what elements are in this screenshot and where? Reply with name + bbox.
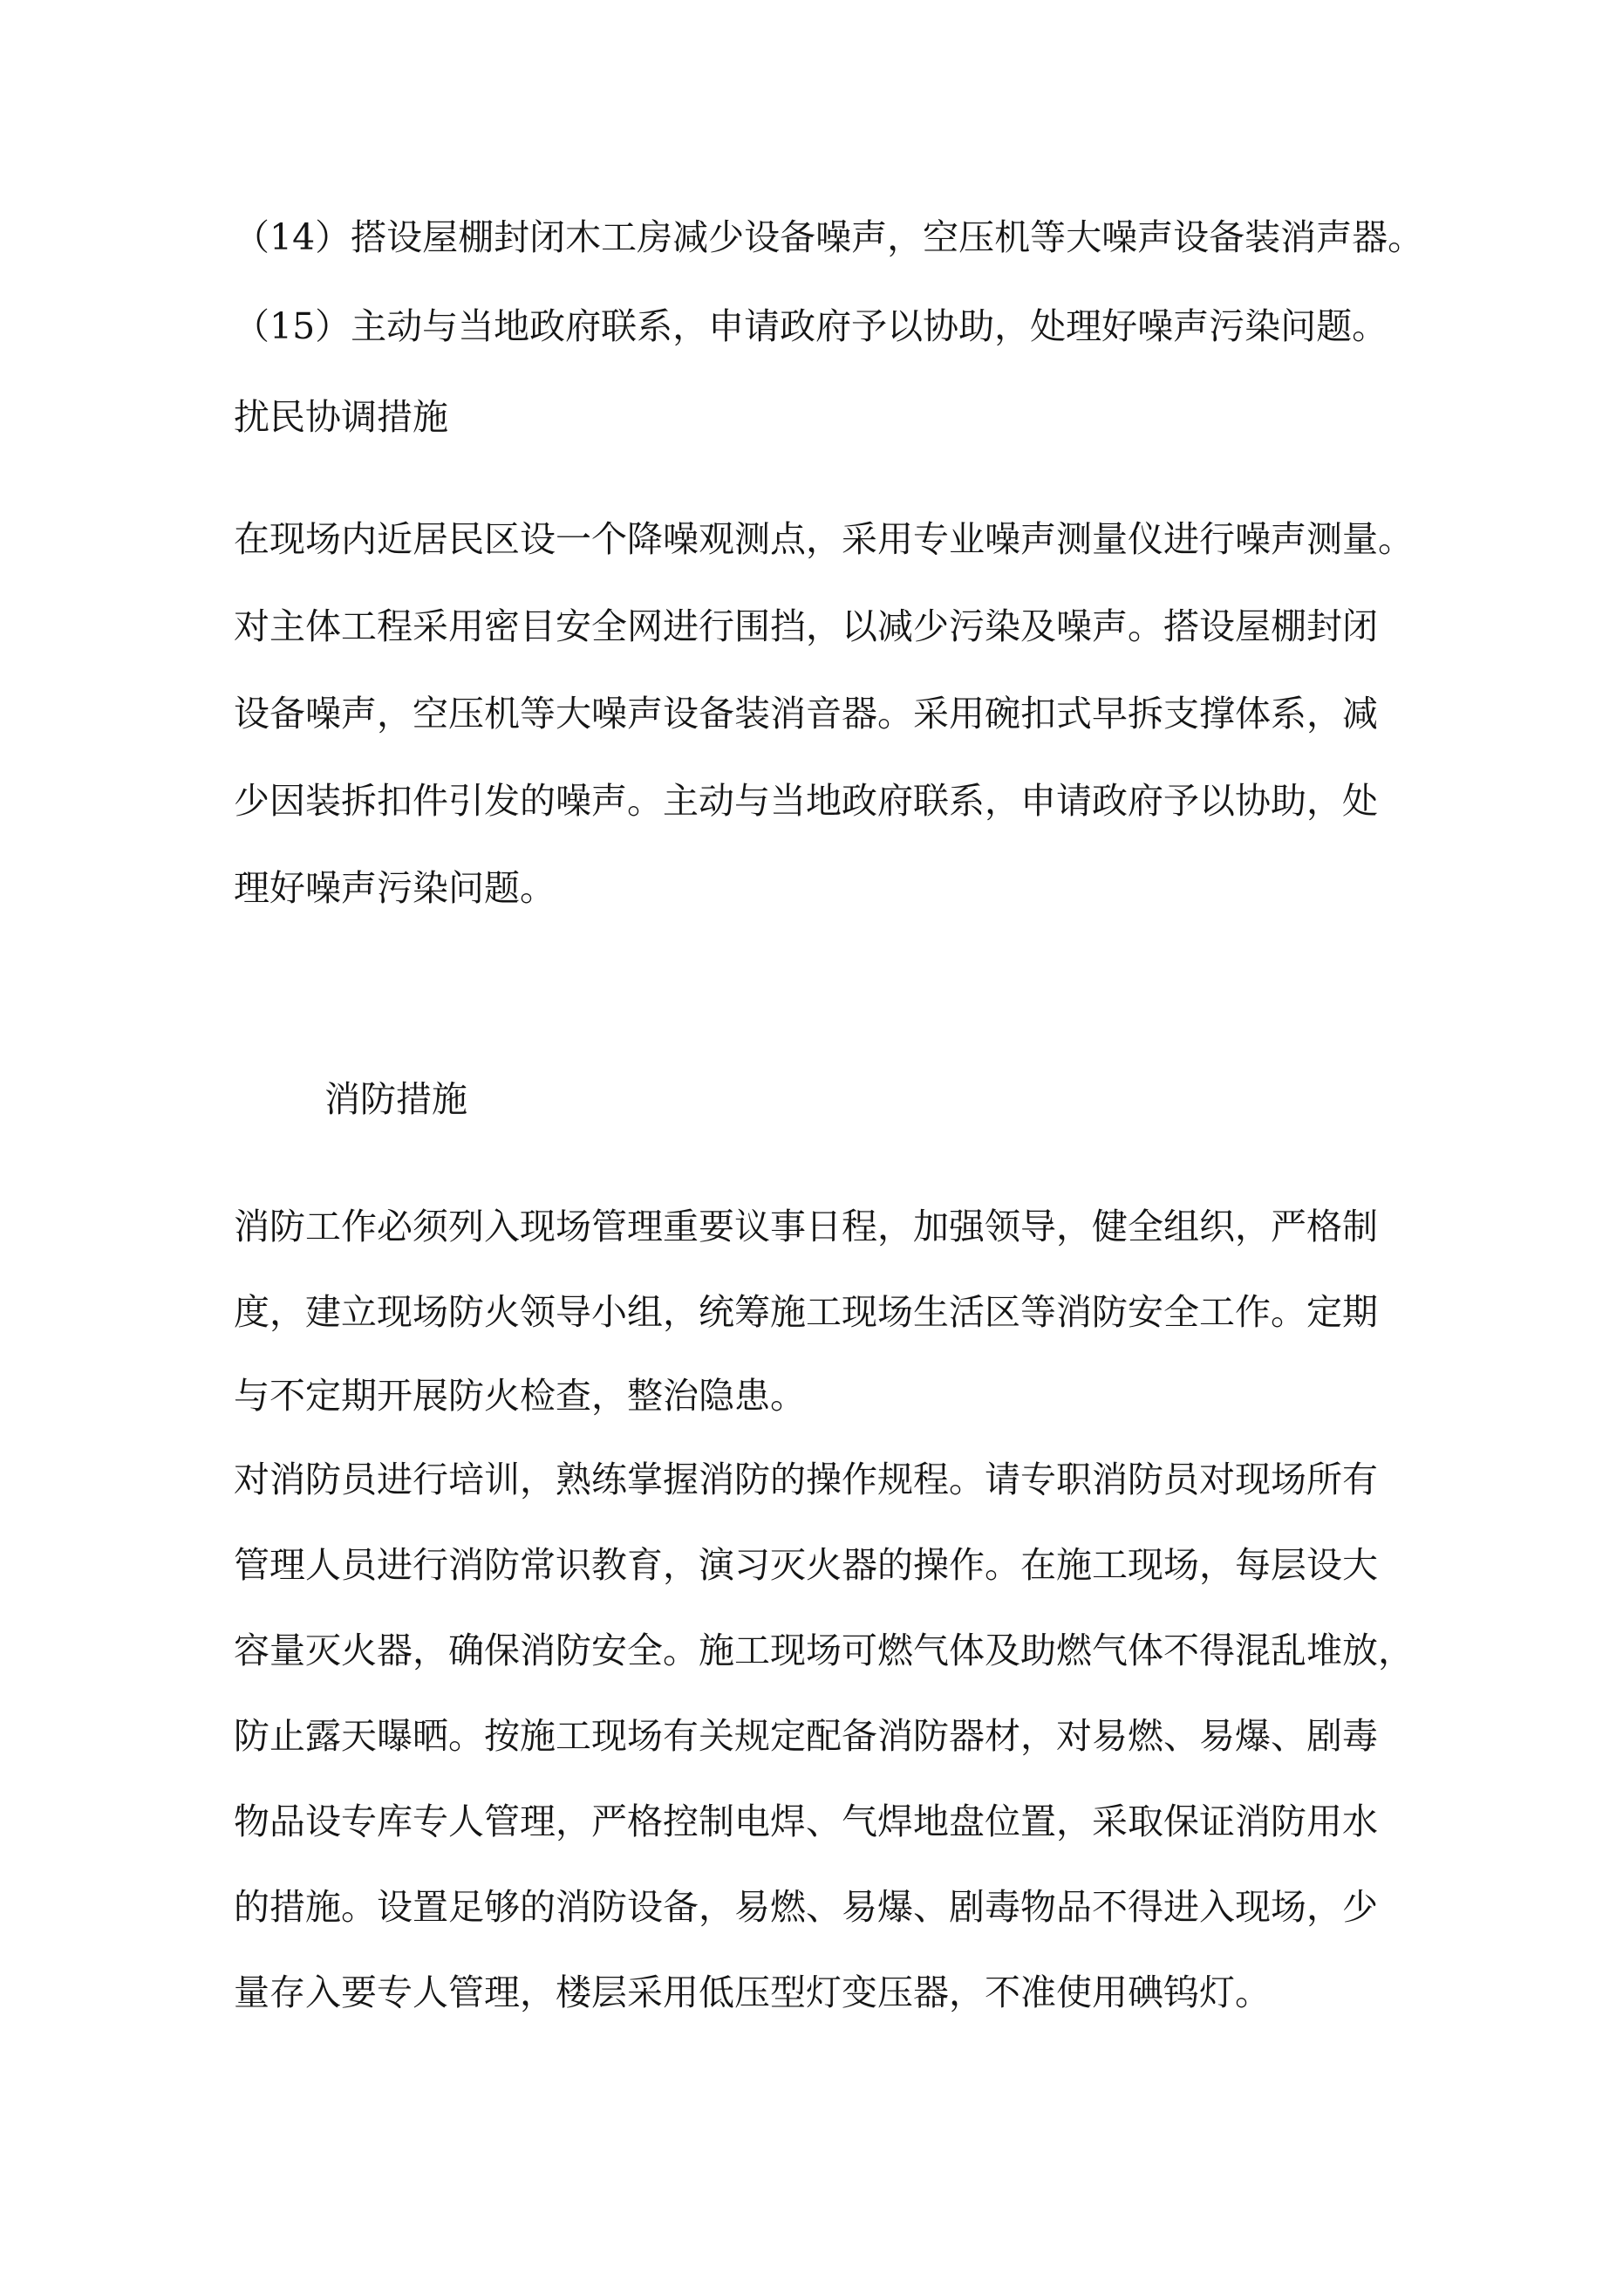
disturbance-paragraph-line: 对主体工程采用密目安全网进行围挡，以减少污染及噪声。搭设屋棚封闭 (234, 605, 1378, 647)
noise-item-15: （15）主动与当地政府联系，申请政府予以协助，处理好噪声污染问题。 (234, 305, 1388, 347)
fire-paragraph2-line: 物品设专库专人管理，严格控制电焊、气焊地盘位置，采取保证消防用水 (234, 1801, 1378, 1842)
fire-paragraph2-line: 管理人员进行消防常识教育，演习灭火器的操作。在施工现场，每层设大 (234, 1544, 1378, 1586)
fire-paragraph2-line: 量存入要专人管理，楼层采用低压型灯变压器，不准使用碘钨灯。 (234, 1971, 1271, 2013)
disturbance-paragraph-line: 少因装拆扣件引发的噪声。主动与当地政府联系，申请政府予以协助，处 (234, 780, 1378, 822)
fire-paragraph1-line: 消防工作必须列入现场管理重要议事日程，加强领导，健全组织，严格制 (234, 1206, 1378, 1247)
section-heading-disturbance: 扰民协调措施 (234, 396, 448, 438)
fire-paragraph2-line: 容量灭火器，确保消防安全。施工现场可燃气体及助燃气体不得混乱堆放， (234, 1630, 1414, 1671)
fire-paragraph2-line: 对消防员进行培训，熟练掌握消防的操作规程。请专职消防员对现场所有 (234, 1459, 1378, 1500)
disturbance-paragraph-line: 在现场内近居民区设一个降噪观测点，采用专业噪声测量仪进行噪声测量。 (234, 518, 1414, 560)
fire-paragraph2-line: 防止露天曝晒。按施工现场有关规定配备消防器材，对易燃、易爆、剧毒 (234, 1715, 1378, 1757)
noise-item-14: （14）搭设屋棚封闭木工房减少设备噪声，空压机等大噪声设备装消声器。 (234, 216, 1424, 258)
fire-paragraph1-line: 与不定期开展防火检查，整治隐患。 (234, 1375, 806, 1417)
fire-paragraph1-line: 度，建立现场防火领导小组，统筹施工现场生活区等消防安全工作。定期 (234, 1291, 1378, 1333)
section-heading-fire: 消防措施 (324, 1078, 467, 1120)
disturbance-paragraph-line: 设备噪声，空压机等大噪声设备装消音器。采用碗扣式早拆支撑体系，减 (234, 693, 1378, 735)
fire-paragraph2-line: 的措施。设置足够的消防设备，易燃、易爆、剧毒物品不得进入现场，少 (234, 1886, 1378, 1928)
disturbance-paragraph-line: 理好噪声污染问题。 (234, 867, 556, 909)
